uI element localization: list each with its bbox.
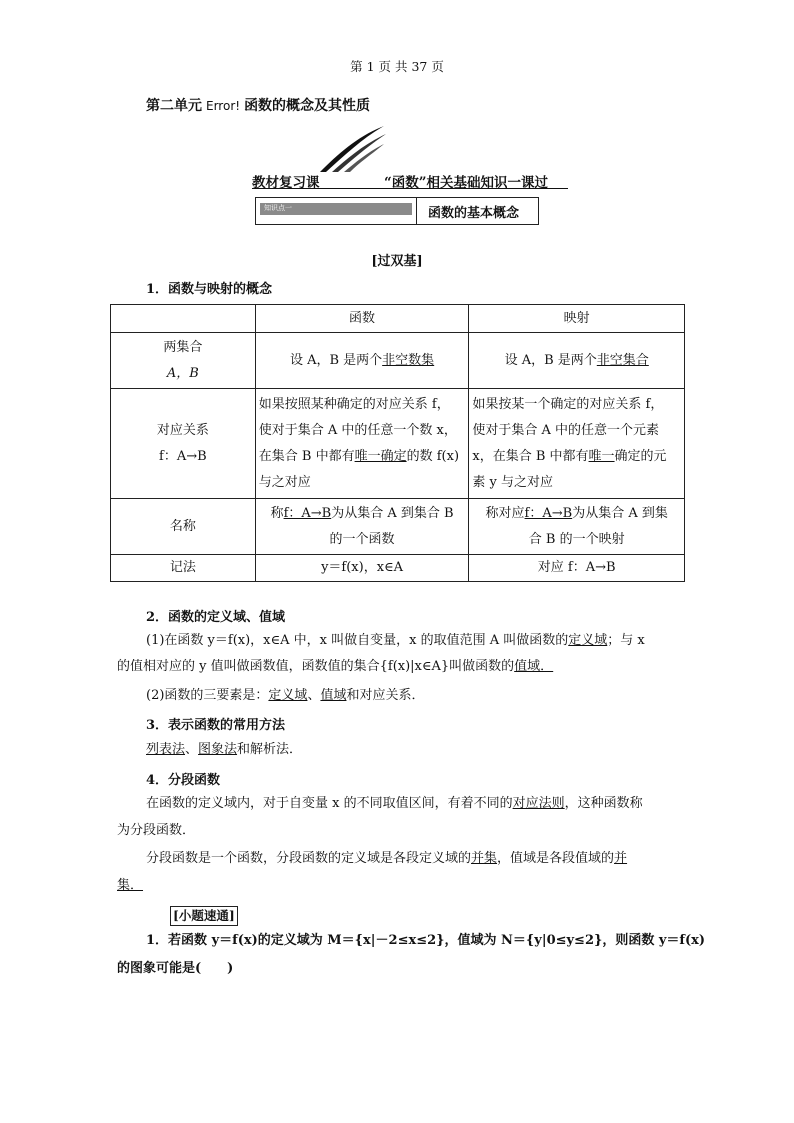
table-row [111, 555, 685, 582]
swoosh-icon [318, 124, 388, 174]
item2-paragraph-2: 的值相对应的 y 值叫做函数值，函数值的集合{f(x)|x∈A}叫做函数的值域． [117, 659, 554, 674]
knowledge-point-tag: 知识点一 [260, 203, 412, 215]
question-1-line-2: 的图象可能是( ) [117, 961, 234, 976]
item4-paragraph-3: 分段函数是一个函数，分段函数的定义域是各段定义域的并集，值域是各段值域的并 [146, 851, 628, 866]
item1-title: 1．函数与映射的概念 [146, 282, 273, 297]
cell-mapping-sets: 设 A，B 是两个非空集合 [469, 333, 685, 389]
unit-title [146, 95, 370, 115]
section-label: [过双基] [371, 254, 423, 269]
row-label-sets: 两集合 A，B [111, 333, 256, 389]
item2-paragraph-3: (2)函数的三要素是：定义域、值域和对应关系． [146, 688, 425, 703]
cell-mapping-notation: 对应 f：A→B [469, 555, 685, 582]
knowledge-point-box [255, 197, 539, 225]
cell-mapping-name: 称对应f：A→B为从集合 A 到集 合 B 的一个映射 [469, 499, 685, 555]
question-1-line-1: 1．若函数 y＝f(x)的定义域为 M＝{x|－2≤x≤2}，值域为 N＝{y|0≤y≤2}，则函数 y＝f(x) [146, 933, 706, 948]
cell-function-notation: y＝f(x)，x∈A [255, 555, 469, 582]
quick-practice-label: [小题速通] [170, 906, 238, 926]
table-row [111, 333, 685, 389]
error-marker: Error! [206, 99, 241, 113]
cell-function-name: 称f：A→B为从集合 A 到集合 B 的一个函数 [255, 499, 469, 555]
item2-paragraph-1: (1)在函数 y＝f(x)，x∈A 中，x 叫做自变量，x 的取值范围 A 叫做函数的定义域；与 x [146, 633, 645, 648]
page-number: 第 1 页 共 37 页 [350, 59, 444, 74]
item4-title: 4．分段函数 [146, 773, 221, 788]
table-row [111, 305, 685, 333]
item2-title: 2．函数的定义域、值域 [146, 610, 286, 625]
table-head-empty [111, 305, 256, 333]
unit-suffix: 函数的概念及其性质 [244, 98, 371, 114]
cell-function-sets: 设 A，B 是两个非空数集 [255, 333, 469, 389]
item3-paragraph: 列表法、图象法和解析法． [146, 742, 303, 757]
unit-prefix: 第二单元 [146, 98, 202, 114]
table-row [111, 389, 685, 499]
cell-function-correspondence: 如果按照某种确定的对应关系 f， 使对于集合 A 中的任意一个数 x， 在集合 B 中都有唯一确定的数 f(x) 与之对应 [255, 389, 469, 499]
cell-mapping-correspondence: 如果按某一个确定的对应关系 f， 使对于集合 A 中的任意一个元素 x，在集合 B 中都有唯一确定的元 素 y 与之对应 [469, 389, 685, 499]
row-label-name: 名称 [111, 499, 256, 555]
row-label-notation: 记法 [111, 555, 256, 582]
comparison-table [110, 304, 685, 582]
table-row [111, 499, 685, 555]
item4-paragraph-4: 集． [117, 878, 144, 893]
row-label-correspondence: 对应关系 f：A→B [111, 389, 256, 499]
table-head-function: 函数 [255, 305, 469, 333]
table-head-mapping: 映射 [469, 305, 685, 333]
lesson-type: 教材复习课 [252, 175, 320, 191]
item4-paragraph-1: 在函数的定义域内，对于自变量 x 的不同取值区间，有着不同的对应法则，这种函数称 [146, 796, 643, 811]
lesson-topic: “函数”相关基础知识一课过 [384, 175, 549, 191]
lesson-divider [252, 188, 568, 189]
knowledge-point-title: 函数的基本概念 [428, 206, 520, 221]
item3-title: 3．表示函数的常用方法 [146, 718, 286, 733]
item4-paragraph-2: 为分段函数． [117, 823, 196, 838]
